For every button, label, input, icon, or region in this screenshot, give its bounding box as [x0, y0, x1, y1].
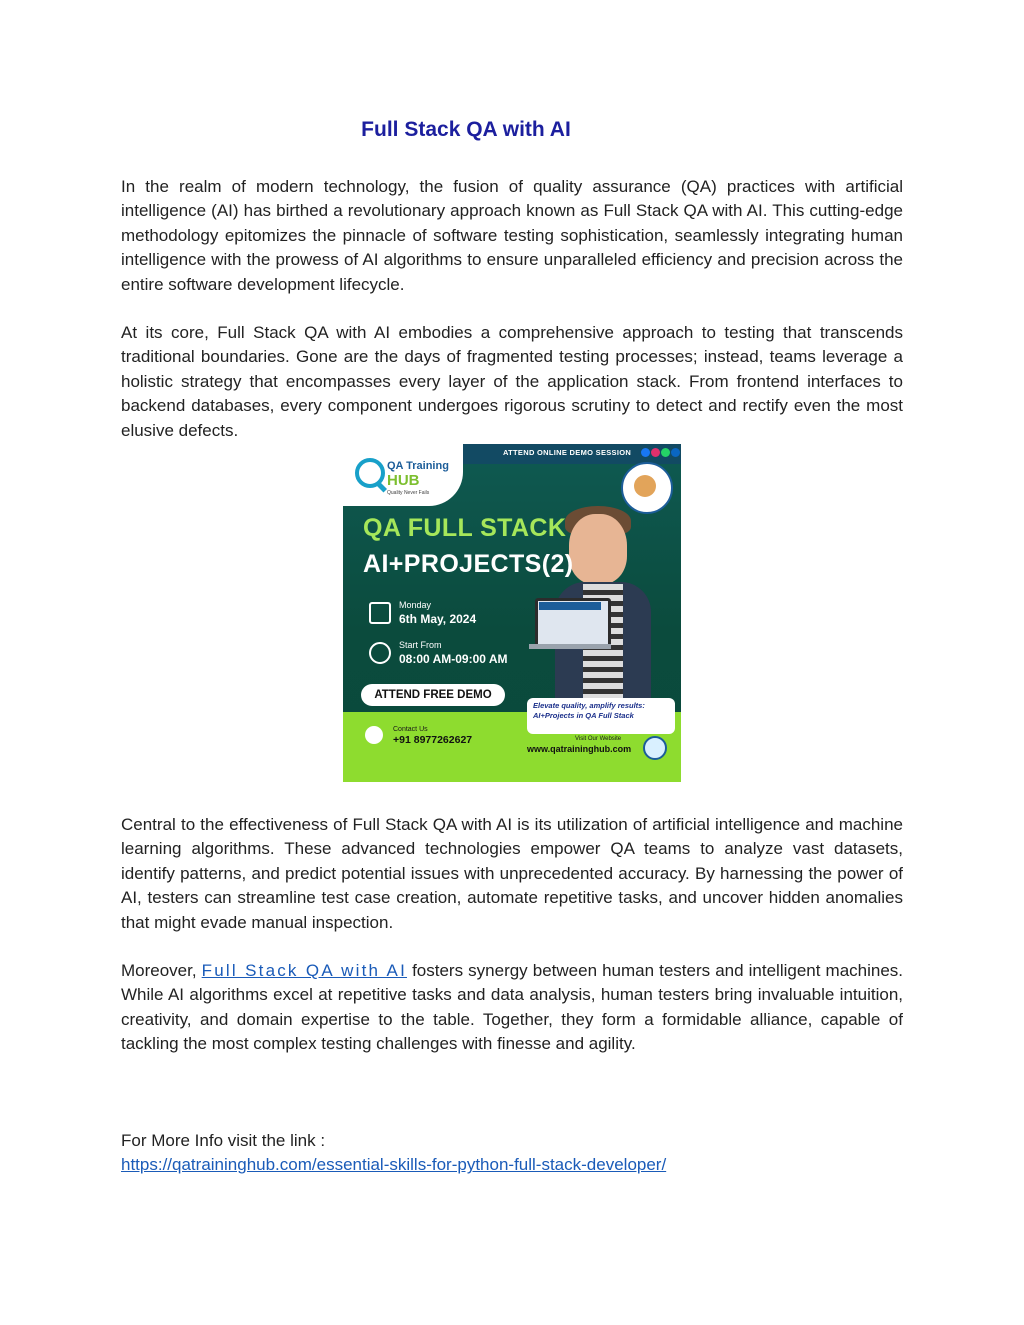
banner-day: Monday	[399, 600, 432, 610]
website-label: Visit Our Website	[575, 736, 622, 742]
paragraph-core: At its core, Full Stack QA with AI embodies a comprehensive approach to testing that transcends traditional boundaries. Gone are the days of fragmented testing processes; instead, teams leverage a holistic strategy that encompasses every layer of the application stack. From frontend interfaces to backend databases, every component undergoes rigorous scrutiny to detect and rectify even the most elusive defects.	[121, 323, 903, 440]
synergy-text-before: Moreover,	[121, 961, 202, 980]
paragraph-intro: In the realm of modern technology, the fusion of quality assurance (QA) practices with artificial intelligence (AI) has birthed a revolutionary approach known as Full Stack QA with AI. This cutting-edge methodology epitomizes the pinnacle of software testing sophistication, seamlessly integrating human intelligence with the prowess of AI algorithms to ensure unparalleled efficiency and precision across the entire software development lifecycle.	[121, 177, 903, 294]
calendar-icon	[369, 602, 391, 624]
more-info-url-link[interactable]: https://qatraininghub.com/essential-skills-for-python-full-stack-developer/	[121, 1155, 667, 1175]
logo-line1: QA Training	[387, 460, 449, 472]
contact-phone: +91 8977262627	[393, 734, 473, 746]
seal-portrait	[634, 475, 656, 497]
contact-label: Contact Us	[393, 726, 428, 733]
instagram-icon	[651, 448, 660, 457]
whatsapp-icon	[661, 448, 670, 457]
banner-title-line1: QA FULL STACK	[363, 514, 567, 542]
linkedin-icon	[671, 448, 680, 457]
globe-icon	[643, 736, 667, 760]
page-title: Full Stack QA with AI	[361, 118, 571, 141]
synergy-text-after: fosters synergy between human testers and intelligent machines. While AI algorithms excel at repetitive tasks and data analysis, human testers bring invaluable intuition, creativity, and domain expertise to the table. Together, they form a formidable alliance, capable of tackling the most complex testing challenges with finesse and agility.	[121, 961, 904, 1054]
banner-title-line2: AI+PROJECTS(2)	[363, 550, 574, 578]
logo-tagline: Quality Never Fails	[387, 490, 430, 496]
more-info-block	[121, 1129, 666, 1178]
website-text: www.qatraininghub.com	[527, 744, 632, 754]
banner-time: 08:00 AM-09:00 AM	[399, 652, 508, 666]
attend-free-demo-button: ATTEND FREE DEMO	[361, 684, 505, 706]
promo-banner-image	[343, 444, 681, 782]
paragraph-synergy	[121, 959, 903, 1057]
laptop-base	[529, 644, 611, 649]
clock-icon	[369, 642, 391, 664]
laptop-screen-header	[539, 602, 601, 610]
facebook-icon	[641, 448, 650, 457]
more-info-label: For More Info visit the link :	[121, 1131, 326, 1150]
phone-icon	[365, 726, 383, 744]
callout-line2: AI+Projects in QA Full Stack	[533, 711, 634, 720]
banner-date: 6th May, 2024	[399, 612, 477, 626]
paragraph-ai-ml: Central to the effectiveness of Full Stack QA with AI is its utilization of artificial intelligence and machine learning algorithms. These advanced technologies empower QA teams to analyze vast datasets, identify patterns, and predict potential issues with unprecedented accuracy. By harnessing the power of AI, testers can streamline test case creation, automate repetitive tasks, and uncover hidden anomalies that might evade manual inspection.	[121, 815, 903, 932]
callout-line1: Elevate quality, amplify results:	[533, 701, 645, 710]
banner-top-text: ATTEND ONLINE DEMO SESSION	[503, 448, 632, 457]
full-stack-qa-link[interactable]: Full Stack QA with AI	[201, 961, 408, 980]
callout-text	[533, 701, 673, 721]
person-head	[569, 514, 627, 584]
banner-start-label: Start From	[399, 640, 442, 650]
logo-line2: HUB	[387, 472, 420, 489]
